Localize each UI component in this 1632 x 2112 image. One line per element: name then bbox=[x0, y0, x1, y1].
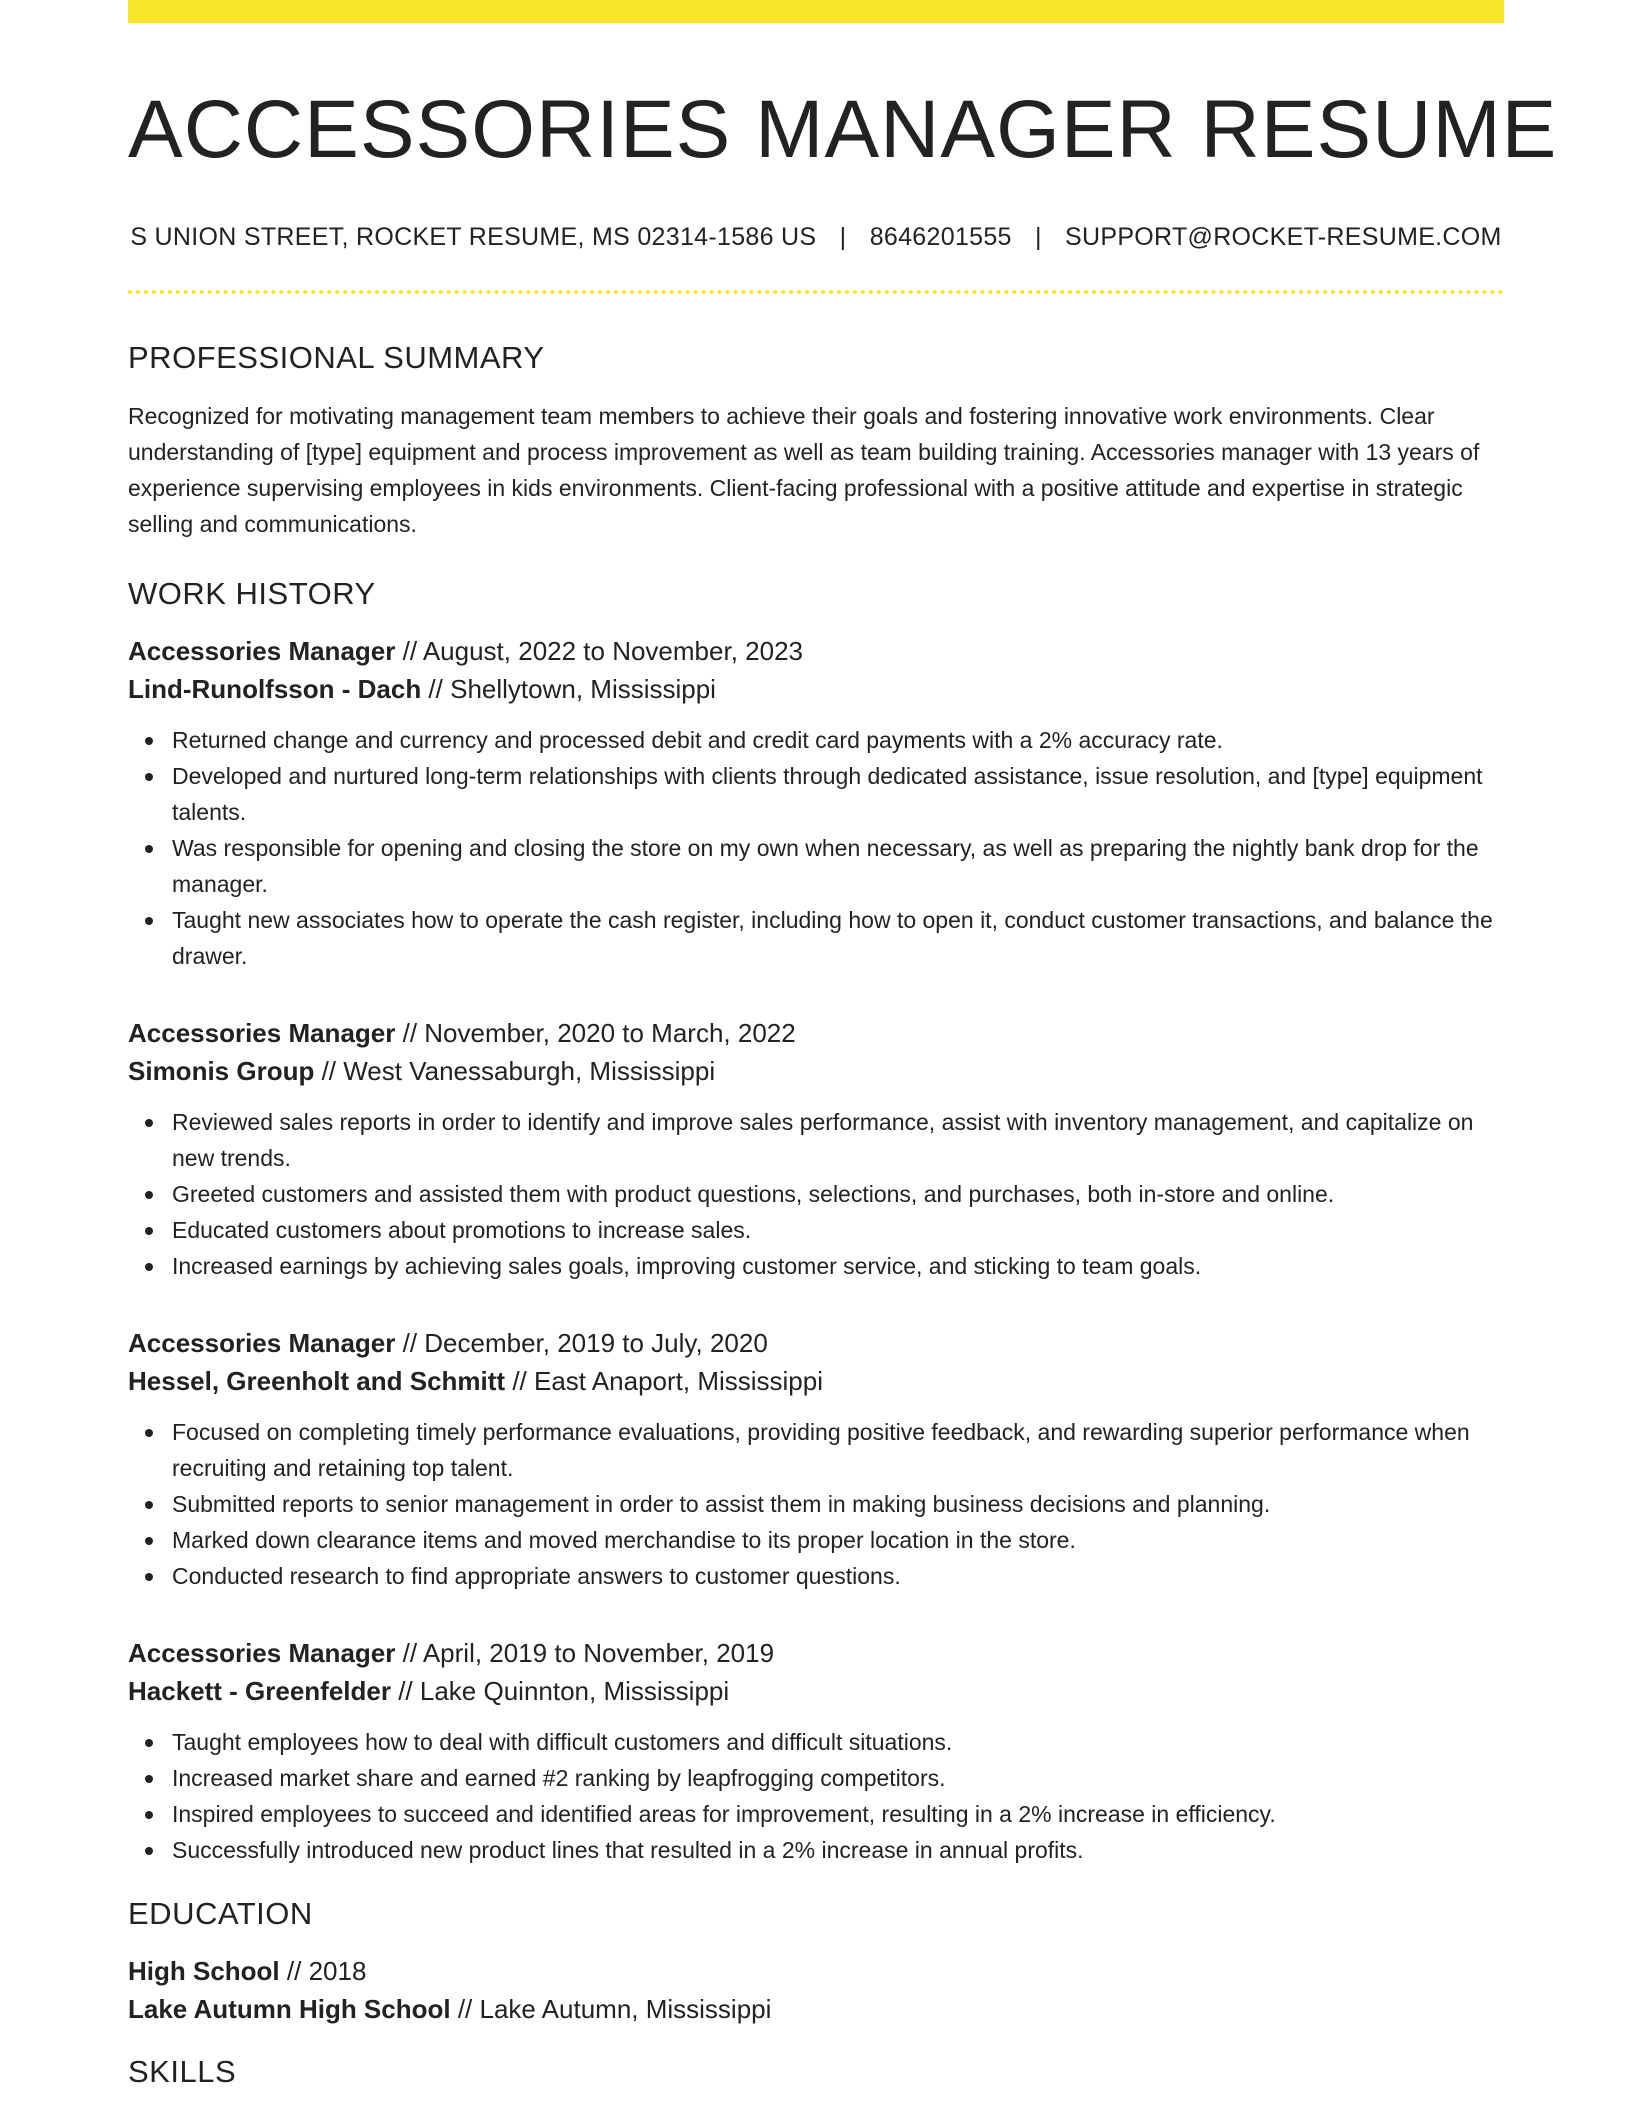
bullet-item: Marked down clearance items and moved merchandise to its proper location in the store. bbox=[172, 1522, 1504, 1558]
work-history-heading: WORK HISTORY bbox=[128, 576, 376, 612]
job-entry bbox=[128, 1324, 1504, 1594]
education-school-line bbox=[128, 1990, 1504, 2028]
summary-heading: PROFESSIONAL SUMMARY bbox=[128, 340, 545, 376]
education-location: // Lake Autumn, Mississippi bbox=[450, 1994, 772, 2025]
job-bullets bbox=[128, 1414, 1504, 1594]
job-title-line bbox=[128, 1634, 1504, 1672]
contact-line bbox=[128, 223, 1504, 252]
job-dates: // August, 2022 to November, 2023 bbox=[395, 636, 803, 667]
education-school: Lake Autumn High School bbox=[128, 1994, 451, 2025]
bullet-item: Greeted customers and assisted them with product questions, selections, and purchases, both in-store and online. bbox=[172, 1176, 1504, 1212]
bullet-item: Focused on completing timely performance evaluations, providing positive feedback, and rewarding superior performance when recruiting and retaining top talent. bbox=[172, 1414, 1504, 1486]
job-dates: // November, 2020 to March, 2022 bbox=[395, 1018, 796, 1049]
job-title-line bbox=[128, 1014, 1504, 1052]
job-company: Lind-Runolfsson - Dach bbox=[128, 674, 422, 705]
job-company: Simonis Group bbox=[128, 1056, 315, 1087]
education-degree-line bbox=[128, 1952, 1504, 1990]
accent-top-bar bbox=[128, 0, 1504, 23]
job-company: Hackett - Greenfelder bbox=[128, 1676, 391, 1707]
bullet-item: Conducted research to find appropriate answers to customer questions. bbox=[172, 1558, 1504, 1594]
job-company: Hessel, Greenholt and Schmitt bbox=[128, 1366, 506, 1397]
bullet-item: Increased market share and earned #2 ranking by leapfrogging competitors. bbox=[172, 1760, 1504, 1796]
contact-address: S UNION STREET, ROCKET RESUME, MS 02314-1586 US bbox=[130, 223, 817, 252]
bullet-item: Was responsible for opening and closing the store on my own when necessary, as well as preparing the nightly bank drop for the manager. bbox=[172, 830, 1504, 902]
contact-phone: 8646201555 bbox=[869, 223, 1012, 252]
job-title-line bbox=[128, 632, 1504, 670]
resume-title: ACCESSORIES MANAGER RESUME bbox=[128, 84, 1558, 175]
bullet-item: Increased earnings by achieving sales goals, improving customer service, and sticking to team goals. bbox=[172, 1248, 1504, 1284]
job-bullets bbox=[128, 1724, 1504, 1868]
dotted-divider bbox=[128, 290, 1504, 294]
job-location: // Lake Quinnton, Mississippi bbox=[390, 1676, 730, 1707]
bullet-item: Returned change and currency and processed debit and credit card payments with a 2% accuracy rate. bbox=[172, 722, 1504, 758]
contact-separator: | bbox=[839, 223, 847, 252]
job-entry bbox=[128, 632, 1504, 974]
skills-heading: SKILLS bbox=[128, 2054, 237, 2090]
bullet-item: Taught employees how to deal with difficult customers and difficult situations. bbox=[172, 1724, 1504, 1760]
bullet-item: Educated customers about promotions to increase sales. bbox=[172, 1212, 1504, 1248]
summary-text: Recognized for motivating management team members to achieve their goals and fostering innovative work environments. Clear understanding of [type] equipment and process improvement as well as team building training. Accessories manager with 13 years of experience supervising employees in kids environments. Client-facing professional with a positive attitude and expertise in strategic selling and communications. bbox=[128, 403, 1480, 538]
education-degree: High School bbox=[128, 1956, 280, 1987]
job-title-line bbox=[128, 1324, 1504, 1362]
job-company-line bbox=[128, 670, 1504, 708]
job-title: Accessories Manager bbox=[128, 1638, 396, 1669]
contact-email: SUPPORT@ROCKET-RESUME.COM bbox=[1065, 223, 1502, 252]
bullet-item: Taught new associates how to operate the cash register, including how to open it, conduct customer transactions, and balance the drawer. bbox=[172, 902, 1504, 974]
job-entry bbox=[128, 1014, 1504, 1284]
job-company-line bbox=[128, 1362, 1504, 1400]
bullet-item: Successfully introduced new product lines that resulted in a 2% increase in annual profits. bbox=[172, 1832, 1504, 1868]
job-location: // East Anaport, Mississippi bbox=[505, 1366, 823, 1397]
job-company-line bbox=[128, 1052, 1504, 1090]
resume-page bbox=[128, 0, 1558, 2090]
education-entry bbox=[128, 1952, 1504, 2028]
bullet-item: Submitted reports to senior management in order to assist them in making business decisions and planning. bbox=[172, 1486, 1504, 1522]
job-entry bbox=[128, 1634, 1504, 1868]
bullet-item: Developed and nurtured long-term relationships with clients through dedicated assistance, issue resolution, and [type] equipment talents. bbox=[172, 758, 1504, 830]
education-heading: EDUCATION bbox=[128, 1896, 313, 1932]
education-year: // 2018 bbox=[279, 1956, 367, 1987]
job-bullets bbox=[128, 722, 1504, 974]
job-location: // Shellytown, Mississippi bbox=[421, 674, 716, 705]
job-dates: // December, 2019 to July, 2020 bbox=[395, 1328, 768, 1359]
job-dates: // April, 2019 to November, 2019 bbox=[395, 1638, 775, 1669]
job-company-line bbox=[128, 1672, 1504, 1710]
job-bullets bbox=[128, 1104, 1504, 1284]
bullet-item: Reviewed sales reports in order to identify and improve sales performance, assist with inventory management, and capitalize on new trends. bbox=[172, 1104, 1504, 1176]
job-title: Accessories Manager bbox=[128, 1018, 396, 1049]
job-title: Accessories Manager bbox=[128, 1328, 396, 1359]
contact-separator: | bbox=[1034, 223, 1042, 252]
job-location: // West Vanessaburgh, Mississippi bbox=[314, 1056, 716, 1087]
bullet-item: Inspired employees to succeed and identified areas for improvement, resulting in a 2% increase in efficiency. bbox=[172, 1796, 1504, 1832]
job-title: Accessories Manager bbox=[128, 636, 396, 667]
